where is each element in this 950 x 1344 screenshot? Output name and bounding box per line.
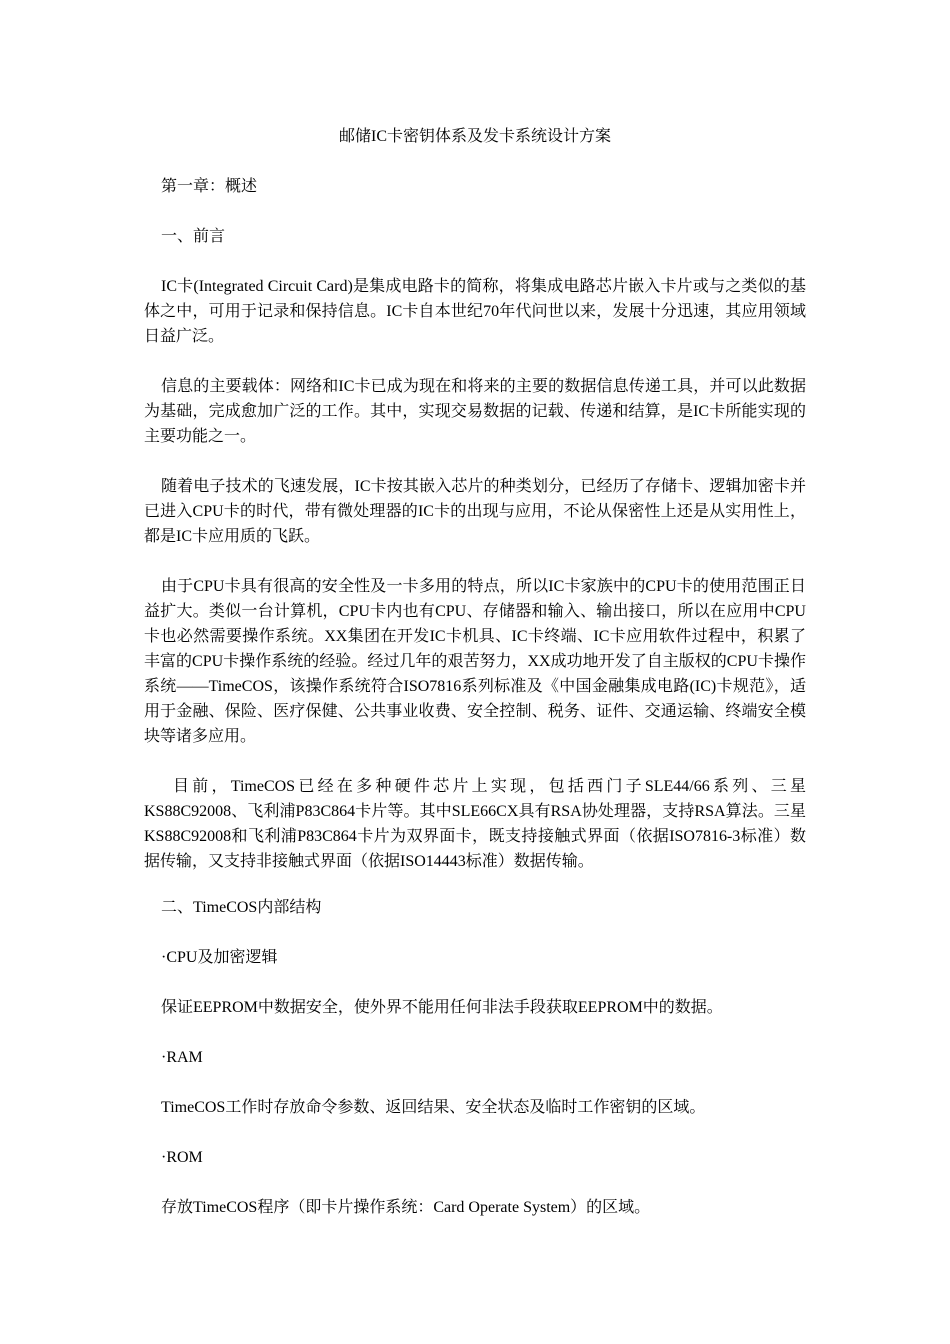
item-desc-cpu: 保证EEPROM中数据安全，使外界不能用任何非法手段获取EEPROM中的数据。: [161, 999, 723, 1016]
item-label-rom: ·ROM: [161, 1149, 203, 1166]
item-label-ram: ·RAM: [161, 1049, 203, 1066]
chapter-heading: 第一章：概述: [161, 178, 258, 195]
paragraph-information-carrier: 信息的主要载体：网络和IC卡已成为现在和将来的主要的数据信息传递工具，并可以此数据为基础，完成愈加广泛的工作。其中，实现交易数据的记载、传递和结算，是IC卡所能实现的主要功能之一。: [144, 378, 806, 445]
section-heading-preface: 一、前言: [161, 228, 226, 245]
document-title: 邮储IC卡密钥体系及发卡系统设计方案: [338, 128, 611, 145]
item-desc-ram: TimeCOS工作时存放命令参数、返回结果、安全状态及临时工作密钥的区域。: [161, 1099, 706, 1116]
paragraph-cpu-card: 由于CPU卡具有很高的安全性及一卡多用的特点，所以IC卡家族中的CPU卡的使用范围正日益扩大。类似一台计算机，CPU卡内也有CPU、存储器和输入、输出接口，所以在应用中CPU卡也必然需要操作系统。XX集团在开发IC卡机具、IC卡终端、IC卡应用软件过程中，积累了丰富的CPU卡操作系统的经验。经过几年的艰苦努力，XX成功地开发了自主版权的CPU卡操作系统——TimeCOS，该操作系统符合ISO7816系列标准及《中国金融集成电路(IC)卡规范》，适用于金融、保险、医疗保健、公共事业收费、安全控制、税务、证件、交通运输、终端安全模块等诸多应用。: [144, 578, 806, 745]
item-label-cpu: ·CPU及加密逻辑: [161, 949, 278, 966]
paragraph-ic-card-intro: IC卡(Integrated Circuit Card)是集成电路卡的简称，将集成电路芯片嵌入卡片或与之类似的基体之中，可用于记录和保持信息。IC卡自本世纪70年代问世以来，发展十分迅速，其应用领域日益广泛。: [144, 278, 806, 345]
paragraph-timecos-chips: 目前，TimeCOS已经在多种硬件芯片上实现，包括西门子SLE44/66系列、三星KS88C92008、飞利浦P83C864卡片等。其中SLE66CX具有RSA协处理器，支持RSA算法。三星KS88C92008和飞利浦P83C864卡片为双界面卡，既支持接触式界面（依据ISO7816-3标准）数据传输，又支持非接触式界面（依据ISO14443标准）数据传输。: [144, 778, 806, 870]
paragraph-electronics-development: 随着电子技术的飞速发展，IC卡按其嵌入芯片的种类划分，已经历了存储卡、逻辑加密卡并已进入CPU卡的时代，带有微处理器的IC卡的出现与应用，不论从保密性上还是从实用性上，都是IC卡应用质的飞跃。: [144, 478, 806, 545]
section-heading-internal-structure: 二、TimeCOS内部结构: [161, 899, 322, 916]
item-desc-rom: 存放TimeCOS程序（即卡片操作系统：Card Operate System）的区域。: [161, 1199, 651, 1216]
